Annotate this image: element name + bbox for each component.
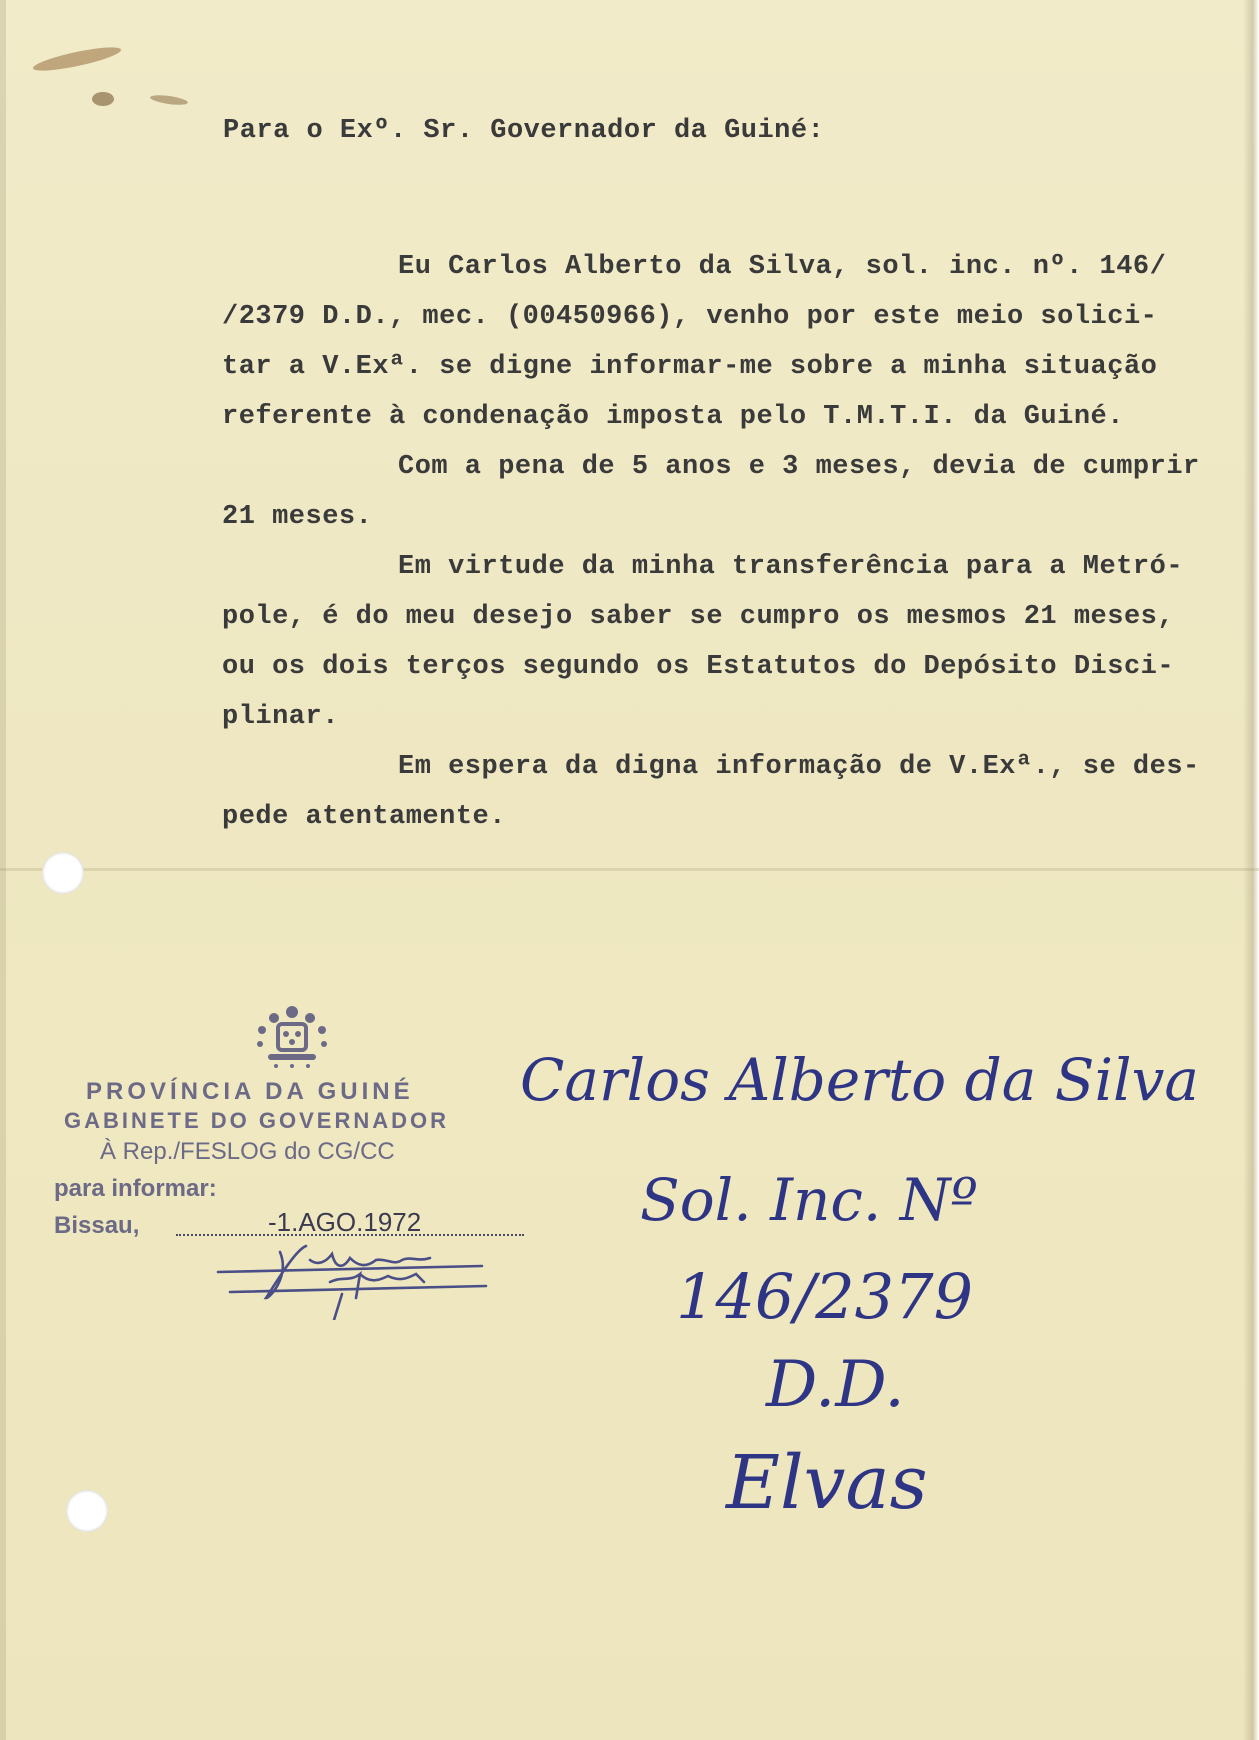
letter-line: pole, é do meu desejo saber se cumpro os mesmos 21 meses, <box>222 602 1175 632</box>
signature-rank: Sol. Inc. Nº <box>640 1166 978 1234</box>
punch-hole <box>66 1490 108 1532</box>
stamp-office: GABINETE DO GOVERNADOR <box>64 1108 450 1133</box>
rust-stain <box>92 92 114 106</box>
signature-number: 146/2379 <box>676 1260 974 1333</box>
letter-line: referente à condenação imposta pelo T.M.T.I. da Guiné. <box>222 402 1124 432</box>
letter-line: ou os dois terços segundo os Estatutos do Depósito Disci- <box>222 652 1175 682</box>
letter-line: Eu Carlos Alberto da Silva, sol. inc. nº. 146/ <box>398 252 1167 282</box>
letter-line: pede atentamente. <box>222 802 506 832</box>
letter-line: tar a V.Exª. se digne informar-me sobre a minha situação <box>222 352 1158 382</box>
fold-line <box>0 868 1259 871</box>
letter-line: plinar. <box>222 702 339 732</box>
rust-stain <box>32 43 123 75</box>
letter-line: /2379 D.D., mec. (00450966), venho por este meio solici- <box>222 302 1158 332</box>
stamp-instruction: para informar: <box>54 1175 217 1202</box>
letter-line: Em virtude da minha transferência para a Metró- <box>398 552 1184 582</box>
stamp-date: -1.AGO.1972 <box>268 1207 422 1237</box>
letter-line: Com a pena de 5 anos e 3 meses, devia de cumprir <box>398 452 1200 482</box>
punch-hole <box>42 852 84 894</box>
stamp-province: PROVÍNCIA DA GUINÉ <box>86 1078 414 1105</box>
letter-salutation: Para o Exº. Sr. Governador da Guiné: <box>223 116 825 146</box>
signature-place: Elvas <box>726 1440 928 1526</box>
stamp-routing: À Rep./FESLOG do CG/CC <box>100 1138 395 1165</box>
letter-line: Em espera da digna informação de V.Exª., se des- <box>398 752 1200 782</box>
stamp-place-label: Bissau, <box>54 1212 140 1239</box>
letter-line: 21 meses. <box>222 502 373 532</box>
coat-of-arms-emblem <box>246 1004 338 1070</box>
rust-stain <box>150 93 189 106</box>
official-signature <box>210 1236 500 1320</box>
signature-unit: D.D. <box>766 1348 905 1422</box>
signature-name: Carlos Alberto da Silva <box>520 1046 1199 1114</box>
